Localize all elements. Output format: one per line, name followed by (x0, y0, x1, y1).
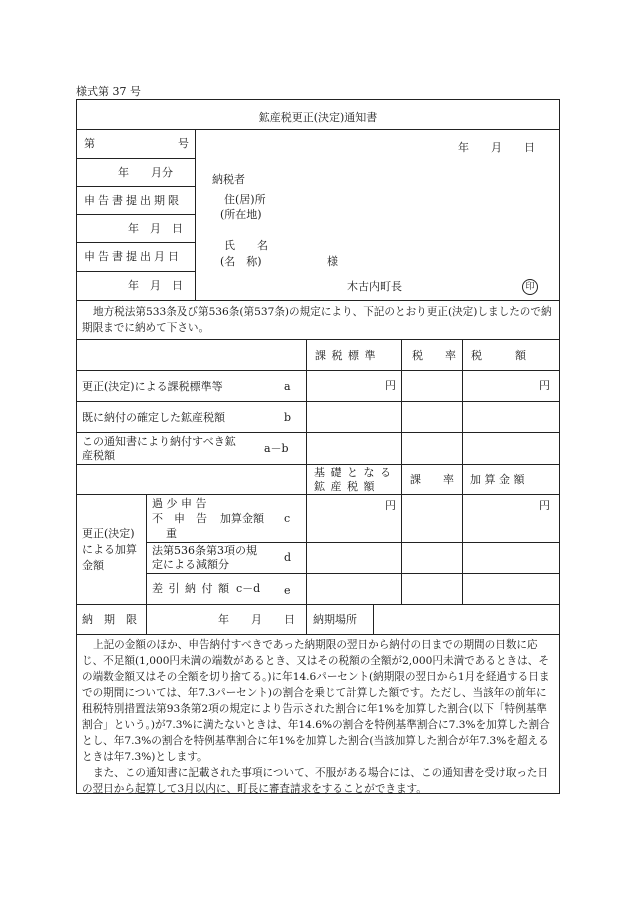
additional-amount-label: 加算金額 (220, 512, 264, 525)
col-header-additional-amount: 加 算 金 額 (470, 473, 525, 486)
address-sub-label: (所在地) (220, 208, 262, 221)
note-appeal: また、この通知書に記載された事項について、不服がある場合には、この通知書を受け取った日の翌日から起算して3月以内に、町長に審査請求をすることができます。 (82, 767, 549, 795)
tax-month-label: 年 月分 (118, 166, 173, 179)
reduction-label-line2: 定による減額分 (152, 558, 229, 571)
group-label-line1: 更正(決定) (82, 527, 135, 540)
rule (76, 464, 560, 465)
rule (76, 158, 195, 159)
penalty-type-underreport: 過 少 申 告 (152, 497, 207, 510)
honorific: 様 (327, 255, 338, 268)
go-label: 号 (178, 137, 189, 150)
rule (76, 214, 195, 215)
filed-date-value: 年 月 日 (128, 279, 183, 292)
row-code-e: e (284, 584, 291, 597)
rule (76, 300, 560, 301)
row-code-b: b (284, 411, 292, 424)
official-seal-icon: 印 (522, 279, 538, 295)
rule (76, 242, 195, 243)
rule (146, 542, 560, 543)
row-label-revised-base: 更正(決定)による課税標準等 (82, 380, 223, 393)
group-label-line2: による加算 (82, 543, 137, 556)
col-header-tax-base: 課 税 標 準 (315, 349, 377, 362)
rule (76, 604, 560, 605)
rule (146, 573, 560, 574)
rule (76, 271, 195, 272)
net-payment-formula: c－d (236, 582, 261, 595)
row-code-c: c (284, 512, 291, 525)
yen-unit: 円 (539, 499, 550, 512)
row-code-a-minus-b: a－b (264, 442, 289, 455)
notes (82, 637, 556, 797)
col-header-base-tax-line2: 鉱 産 税 額 (314, 480, 376, 493)
payment-deadline-date: 年 月 日 (218, 613, 295, 626)
row-code-d: d (284, 551, 292, 564)
intro-text: 地方税法第533条及び第536条(第537条)の規定により、下記のとおり更正(決定)しましたので納期限までに納めて下さい。 (82, 306, 552, 334)
rule (76, 401, 560, 402)
rule (462, 339, 463, 604)
rule (146, 604, 147, 634)
note-late-interest: 上記の金額のほか、申告納付すべきであった納期限の翌日から納付の日までの期間の日数に応じ、不足額(1,000円未満の端数があるとき、又はその税額の全額が2,000円未満であるときは、その端数金額又はその全額を切り捨てる。)に年14.6パーセント(納期限の翌日から1月を経過する日までの期間については、年7.3パーセント)の割合を乗じて計算した額です。ただし、当該年の前年に租税特別措置法第93条第2項の規定により告示された割合に年1%を加算した割合(以下「特例基準割合」という。)が7.3%に満たないときは、年14.6%の割合を特例基準割合に7.3%を加算した割合とし、年7.3%の割合を特例基準割合に年1%を加算した割合(当該加算した割合が年7.3%を超えるときは年7.3%)とします。 (82, 639, 550, 763)
group-label-line3: 金額 (82, 559, 104, 572)
name-label: 氏 名 (224, 239, 268, 252)
address-label: 住(居)所 (224, 193, 266, 206)
penalty-type-heavy: 重 (166, 527, 177, 540)
row-label-payable-line1: この通知書により納付すべき鉱 (82, 435, 236, 448)
col-header-tax-rate: 税 率 (412, 349, 456, 362)
payment-deadline-label: 納 期 限 (82, 613, 137, 626)
rule (76, 186, 195, 187)
rule (401, 339, 402, 604)
filed-date-label: 申告書提出月日 (84, 250, 182, 263)
rule (76, 370, 560, 371)
rule (373, 604, 374, 634)
payment-place-label: 納期場所 (313, 613, 357, 626)
rule (146, 494, 147, 604)
taxpayer-label: 納税者 (212, 173, 245, 186)
rule (306, 339, 307, 634)
penalty-type-nonfiling: 不 申 告 (152, 512, 207, 525)
row-code-a: a (284, 380, 291, 393)
filing-deadline-label: 申告書提出期限 (84, 194, 182, 207)
rule (76, 634, 560, 635)
col-header-base-tax-line1: 基 礎 と な る (314, 466, 392, 479)
net-payment-label: 差 引 納 付 額 (152, 582, 230, 595)
rule (76, 129, 560, 130)
issuer-name: 木古内町長 (347, 280, 402, 293)
filing-deadline-date: 年 月 日 (128, 222, 183, 235)
notice-date: 年 月 日 (458, 141, 535, 154)
form-number: 様式第 37 号 (76, 85, 141, 98)
row-label-payable-line2: 産税額 (82, 449, 115, 462)
col-header-tax-amount: 税 額 (471, 349, 526, 362)
form-title: 鉱産税更正(決定)通知書 (258, 111, 378, 124)
rule (195, 129, 196, 300)
row-label-confirmed-tax: 既に納付の確定した鉱産税額 (82, 411, 225, 424)
col-header-rate: 課 率 (410, 473, 454, 486)
reduction-label-line1: 法第536条第3項の規 (152, 544, 257, 557)
rule (76, 432, 560, 433)
yen-unit: 円 (539, 379, 550, 392)
yen-unit: 円 (385, 499, 396, 512)
rule (76, 339, 560, 340)
yen-unit: 円 (385, 379, 396, 392)
rule (76, 494, 560, 495)
dai-label: 第 (84, 137, 95, 150)
name-sub-label: (名 称) (220, 255, 262, 268)
